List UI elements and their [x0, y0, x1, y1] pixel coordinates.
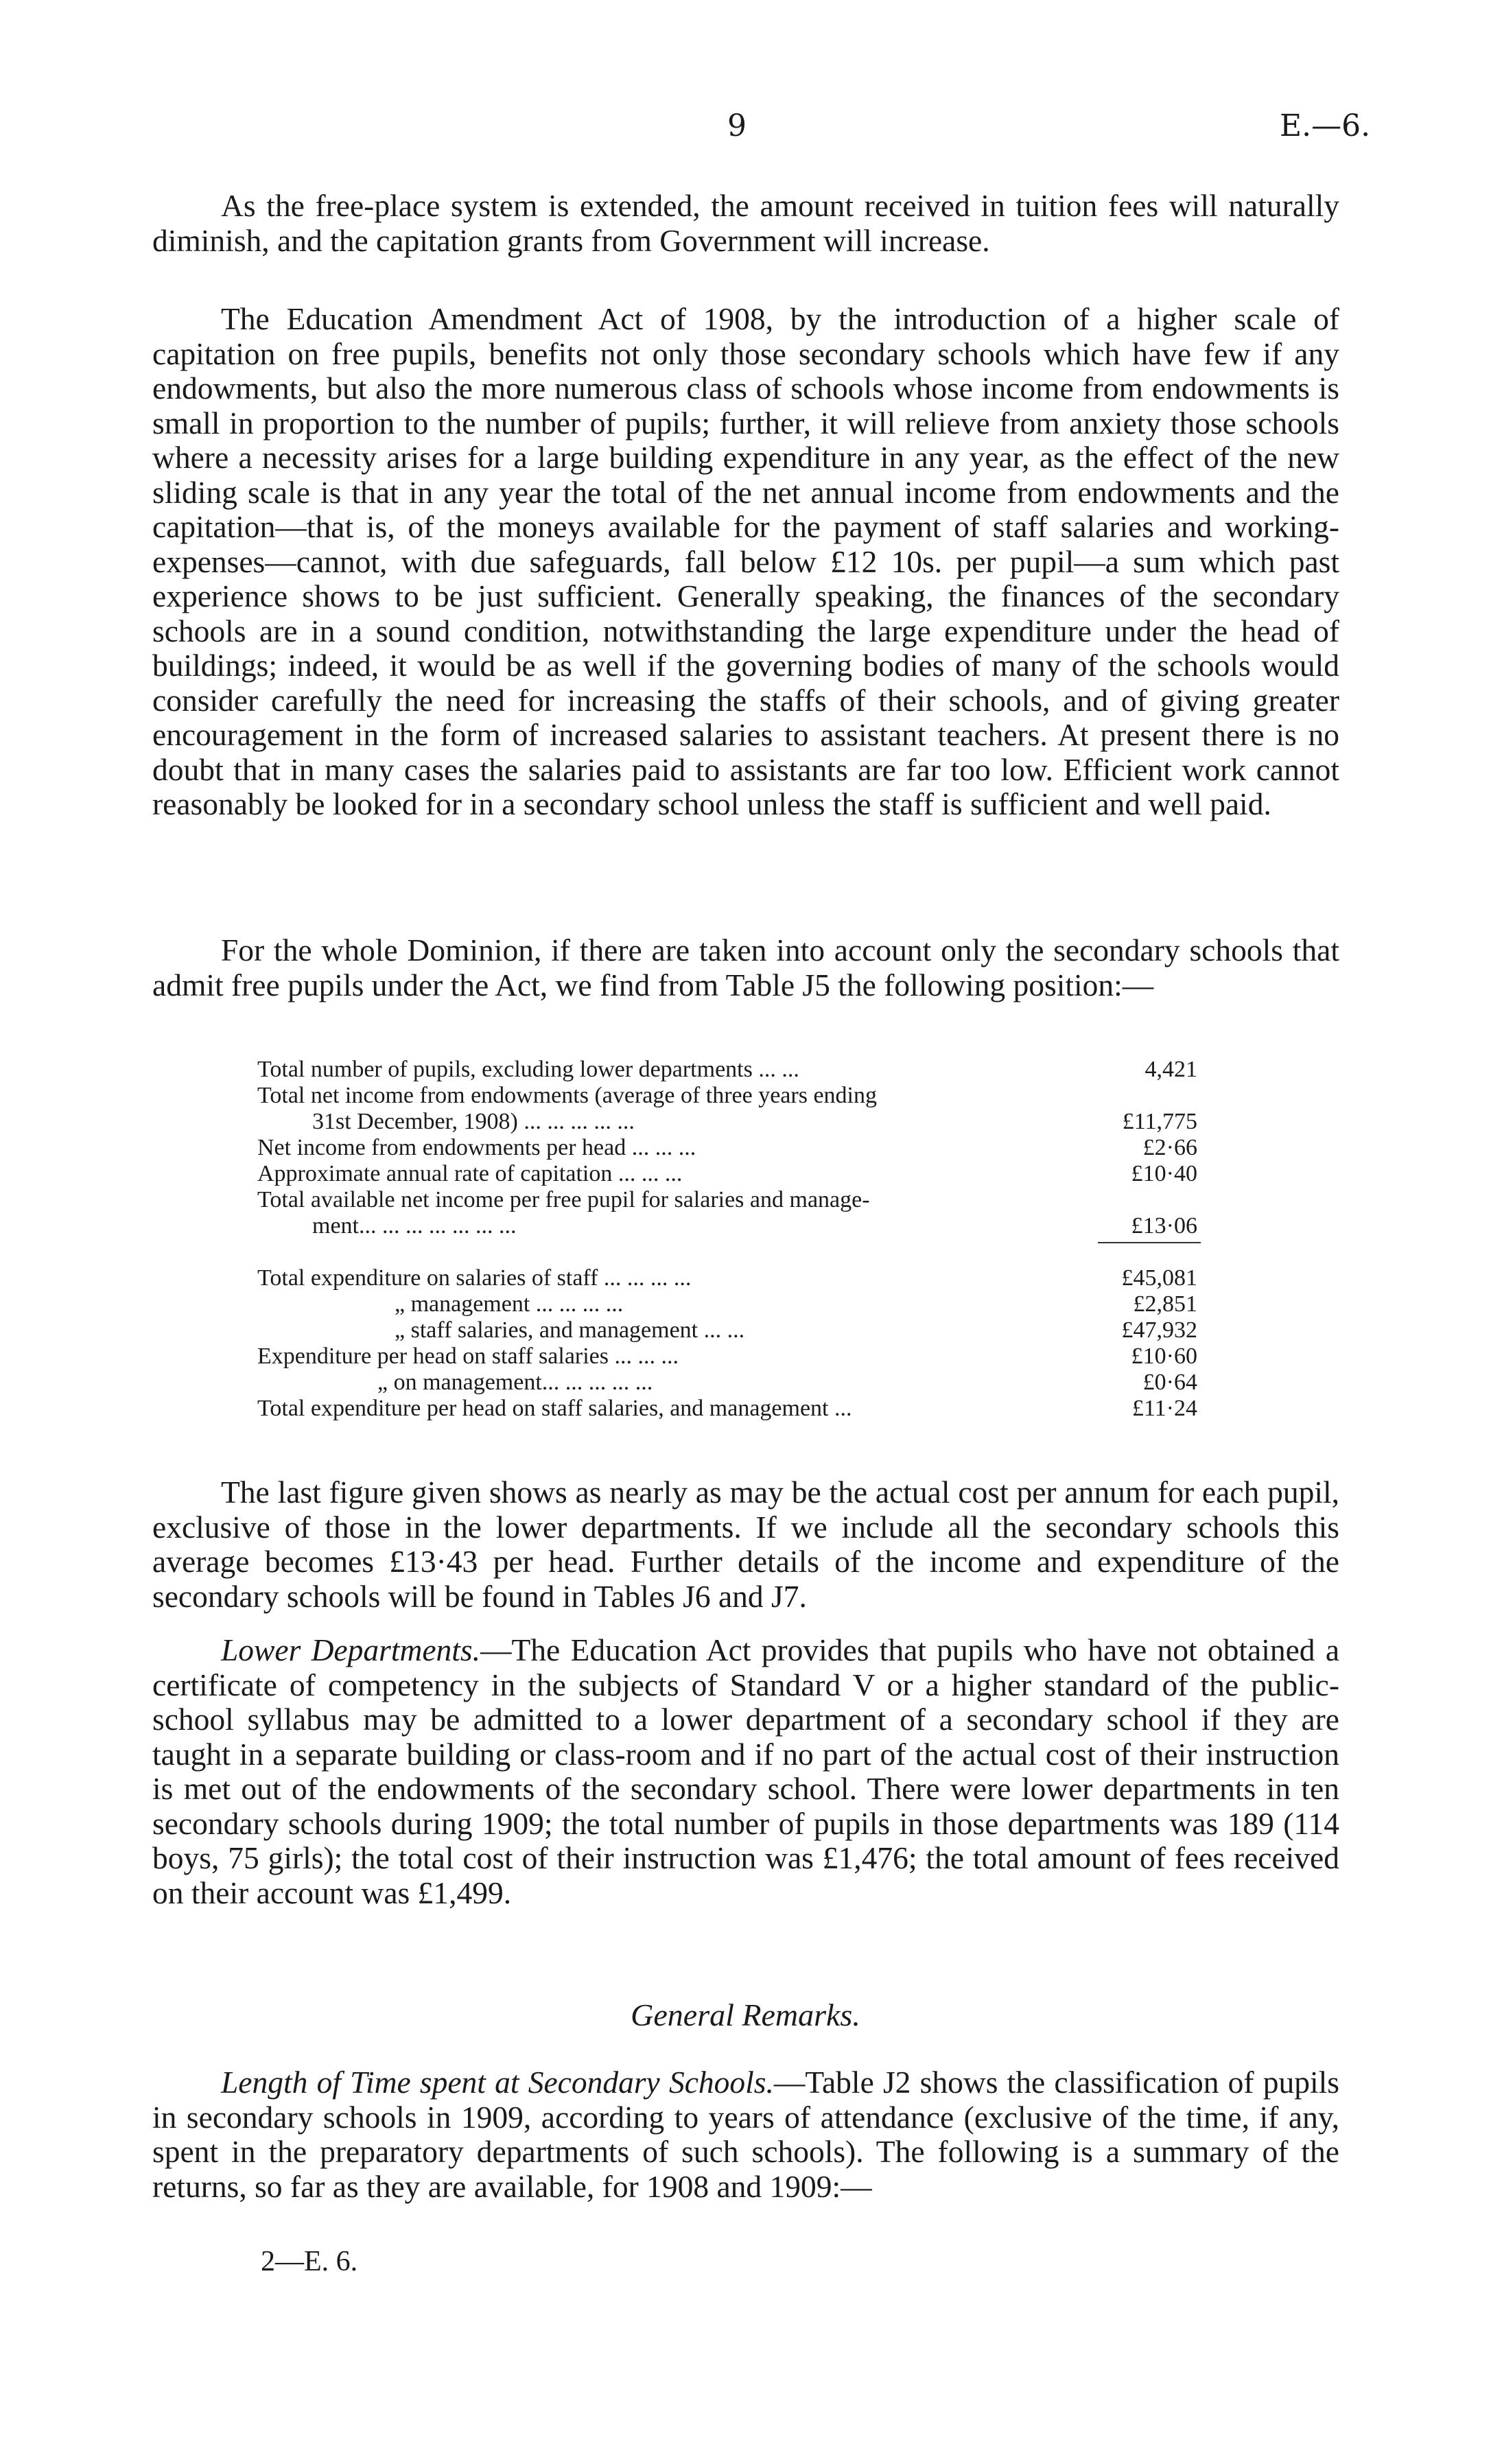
- paragraph-lower-departments: Lower Departments.—The Education Act provides that pupils who have not obtained a certificate of competency in the subjects of Standard V or a higher standard of the public-school syllabus may be admitted to a lower department of a secondary school if they are taught in a separate building or class-room and if no part of the actual cost of their instruction is met out of the endowments of the secondary school. There were lower departments in ten secondary schools during 1909; the total number of pupils in those departments was 189 (114 boys, 75 girls); the total cost of their instruction was £1,476; the total amount of fees received on their account was £1,499.: [152, 1632, 1340, 1910]
- signature-mark: 2—E. 6.: [261, 2246, 358, 2277]
- table-row: „ staff salaries, and management ... ... £47,932: [395, 1317, 1197, 1343]
- table-row: Total net income from endowments (average of three years ending: [257, 1083, 877, 1108]
- table-row: ment... ... ... ... ... ... ... £13·06: [312, 1213, 1197, 1239]
- section-heading: General Remarks.: [631, 1997, 860, 2032]
- paragraph-2: The Education Amendment Act of 1908, by the introduction of a higher scale of capitation on free pupils, benefits not only those secondary schools which have few if any endowments, but also the more numerous class of schools whose income from endowments is small in proportion to the number of pupils; further, it will relieve from anxiety those schools where a necessity arises for a large building expenditure in any year, as the effect of the new sliding scale is that in any year the total of the net annual income from endowments and the capitation—that is, of the moneys available for the payment of staff salaries and working-expenses—cannot, with due safeguards, fall below £12 10s. per pupil—a sum which past experience shows to be just sufficient. Generally speaking, the finances of the secondary schools are in a sound condition, notwithstanding the large expenditure under the head of buildings; indeed, it would be as well if the governing bodies of many of the schools would consider carefully the need for increasing the staffs of their schools, and of giving greater encouragement in the form of increased salaries to assistant teachers. At present there is no doubt that in many cases the salaries paid to assistants are far too low. Efficient work cannot reasonably be looked for in a secondary school unless the staff is sufficient and well paid.: [152, 301, 1339, 821]
- paragraph-4: The last figure given shows as nearly as may be the actual cost per annum for each pupil, exclusive of those in the lower departments. If we include all the secondary schools this average becomes £13·43 per head. Further details of the income and expenditure of the secondary schools will be found in Tables J6 and J7.: [152, 1475, 1339, 1614]
- run-in-heading: Lower Departments.: [221, 1632, 481, 1667]
- table-row: Total available net income per free pupil for salaries and manage-: [257, 1187, 870, 1212]
- paragraph-3: For the whole Dominion, if there are taken into account only the secondary schools that admit free pupils under the Act, we find from Table J5 the following position:—: [152, 932, 1339, 1002]
- table-row: 31st December, 1908) ... ... ... ... ... £11,775: [312, 1109, 1197, 1134]
- table-row: Total number of pupils, excluding lower departments ... ... 4,421: [257, 1057, 1197, 1082]
- table-row: „ management ... ... ... ... £2,851: [395, 1291, 1197, 1317]
- table-row: Approximate annual rate of capitation ... ... ... £10·40: [257, 1161, 1197, 1186]
- series-code: E.—6.: [1280, 108, 1371, 143]
- paragraph-1: As the free-place system is extended, the amount received in tuition fees will naturally diminish, and the capitation grants from Government will increase.: [152, 188, 1339, 258]
- table-row: Total expenditure per head on staff salaries, and management ... £11·24: [257, 1396, 1197, 1421]
- page-number: 9: [727, 108, 747, 143]
- run-in-heading: Length of Time spent at Secondary Schools.: [221, 2065, 774, 2100]
- table-row: Total expenditure on salaries of staff ... ... ... ... £45,081: [257, 1265, 1197, 1291]
- table-row: „ on management... ... ... ... ... £0·64: [377, 1370, 1197, 1395]
- table-rule: [1098, 1242, 1201, 1243]
- financial-summary-table: [257, 1057, 1235, 1422]
- table-row: Net income from endowments per head ... ... ... £2·66: [257, 1135, 1197, 1160]
- paragraph-length-of-time: Length of Time spent at Secondary Schools.—Table J2 shows the classification of pupils in secondary schools in 1909, according to years of attendance (exclusive of the time, if any, spent in the preparatory departments of such schools). The following is a summary of the returns, so far as they are available, for 1908 and 1909:—: [152, 2065, 1339, 2204]
- table-row: Expenditure per head on staff salaries ... ... ... £10·60: [257, 1344, 1197, 1369]
